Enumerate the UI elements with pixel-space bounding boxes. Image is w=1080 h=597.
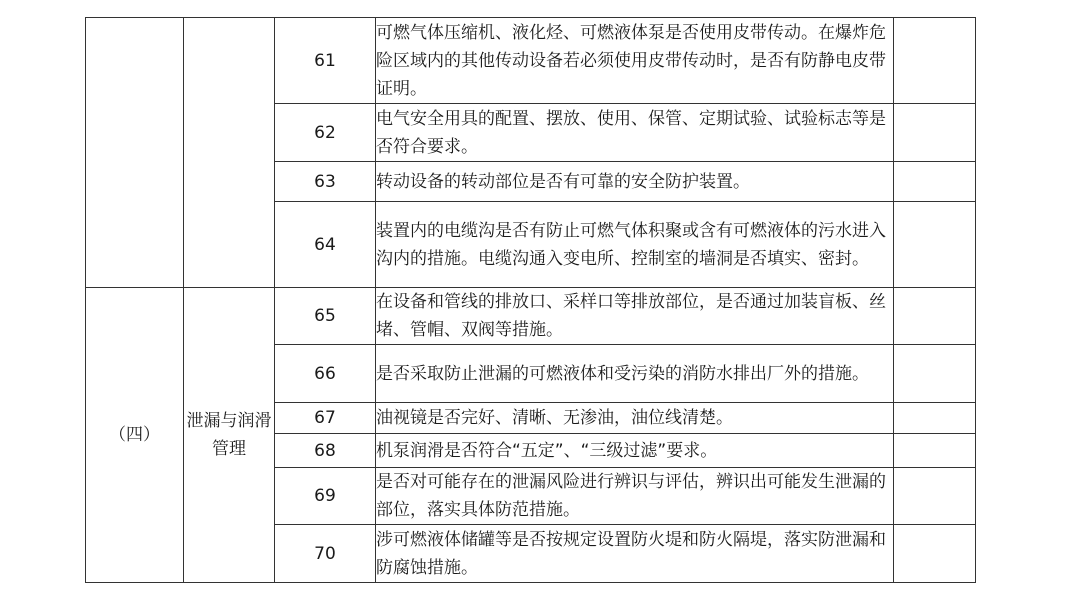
item-number: 65	[275, 288, 376, 345]
item-text: 装置内的电缆沟是否有防止可燃气体积聚或含有可燃液体的污水进入沟内的措施。电缆沟通入变电所、控制室的墙洞是否填实、密封。	[376, 202, 894, 288]
item-number: 67	[275, 403, 376, 434]
item-number: 63	[275, 162, 376, 202]
remarks-cell	[894, 434, 976, 468]
item-text: 电气安全用具的配置、摆放、使用、保管、定期试验、试验标志等是否符合要求。	[376, 104, 894, 162]
remarks-cell	[894, 18, 976, 104]
item-number: 70	[275, 525, 376, 583]
category-cell-previous	[86, 18, 184, 288]
remarks-cell	[894, 468, 976, 525]
item-number: 66	[275, 345, 376, 403]
remarks-cell	[894, 288, 976, 345]
category-label: （四）	[86, 288, 184, 583]
item-text: 转动设备的转动部位是否有可靠的安全防护装置。	[376, 162, 894, 202]
item-text: 可燃气体压缩机、液化烃、可燃液体泵是否使用皮带传动。在爆炸危险区域内的其他传动设备若必须使用皮带传动时，是否有防静电皮带证明。	[376, 18, 894, 104]
checklist-table	[85, 17, 976, 583]
item-text: 是否对可能存在的泄漏风险进行辨识与评估，辨识出可能发生泄漏的部位，落实具体防范措施。	[376, 468, 894, 525]
section-name-cell-previous	[184, 18, 275, 288]
item-number: 64	[275, 202, 376, 288]
item-number: 62	[275, 104, 376, 162]
item-text: 是否采取防止泄漏的可燃液体和受污染的消防水排出厂外的措施。	[376, 345, 894, 403]
item-text: 机泵润滑是否符合“五定”、“三级过滤”要求。	[376, 434, 894, 468]
table-row	[86, 288, 976, 345]
remarks-cell	[894, 104, 976, 162]
item-text: 油视镜是否完好、清晰、无渗油，油位线清楚。	[376, 403, 894, 434]
remarks-cell	[894, 525, 976, 583]
remarks-cell	[894, 162, 976, 202]
remarks-cell	[894, 345, 976, 403]
item-number: 69	[275, 468, 376, 525]
item-number: 61	[275, 18, 376, 104]
item-text: 涉可燃液体储罐等是否按规定设置防火堤和防火隔堤，落实防泄漏和防腐蚀措施。	[376, 525, 894, 583]
remarks-cell	[894, 202, 976, 288]
remarks-cell	[894, 403, 976, 434]
item-text: 在设备和管线的排放口、采样口等排放部位，是否通过加装盲板、丝堵、管帽、双阀等措施。	[376, 288, 894, 345]
table-row	[86, 18, 976, 104]
item-number: 68	[275, 434, 376, 468]
section-name: 泄漏与润滑管理	[184, 288, 275, 583]
